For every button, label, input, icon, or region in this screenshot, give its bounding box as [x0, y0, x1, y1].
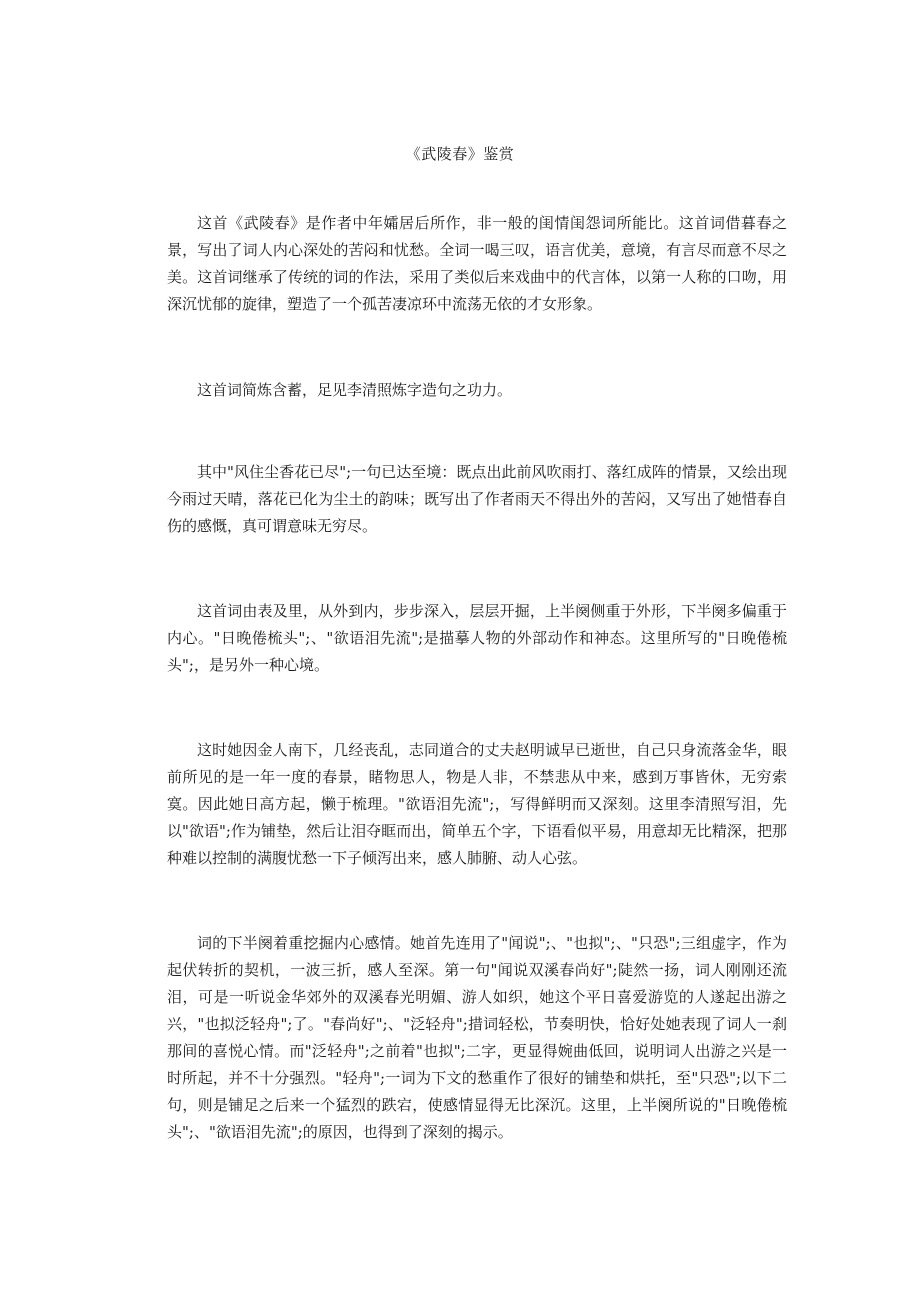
- document-title: 《武陵春》鉴赏: [405, 145, 515, 163]
- paragraph-tears: 这时她因金人南下，几经丧乱，志同道合的丈夫赵明诚早已逝世，自己只身流落金华，眼前所见的是一年一度的春景，睹物思人，物是人非，不禁悲从中来，感到万事皆休，无穷索寞。因此她日高方起，懒于梳理。"欲语泪先流";，写得鲜明而又深刻。这里李清照写泪，先以"欲语";作为铺垫，然后让泪夺眶而出，简单五个字，下语看似平易，用意却无比精深，把那种难以控制的满腹忧愁一下子倾泻出来，感人肺腑、动人心弦。: [167, 741, 787, 867]
- paragraph-intro: 这首《武陵春》是作者中年孀居后所作，非一般的闺情闺怨词所能比。这首词借暮春之景，写出了词人内心深处的苦闷和忧愁。全词一喝三叹，语言优美，意境，有言尽而意不尽之美。这首词继承了传统的词的作法，采用了类似后来戏曲中的代言体，以第一人称的口吻，用深沉忧郁的旋律，塑造了一个孤苦凄凉环中流荡无依的才女形象。: [167, 214, 787, 313]
- paragraph-concise: 这首词简炼含蓄，足见李清照炼字造句之功力。: [197, 381, 513, 399]
- paragraph-wind-dust: 其中"风住尘香花已尽";一句已达至境：既点出此前风吹雨打、落红成阵的情景，又绘出现今雨过天晴，落花已化为尘土的韵味；既写出了作者雨天不得出外的苦闷，又写出了她惜春自伤的感慨，真可谓意味无穷尽。: [167, 463, 787, 535]
- paragraph-second-half: 词的下半阕着重挖掘内心感情。她首先连用了"闻说";、"也拟";、"只恐";三组虚字，作为起伏转折的契机，一波三折，感人至深。第一句"闻说双溪春尚好";陡然一扬，词人刚刚还流泪，可是一听说金华郊外的双溪春光明媚、游人如织，她这个平日喜爱游览的人遂起出游之兴，"也拟泛轻舟";了。"春尚好";、"泛轻舟";措词轻松，节奏明快，恰好处她表现了词人一刹那间的喜悦心情。而"泛轻舟";之前着"也拟";二字，更显得婉曲低回，说明词人出游之兴是一时所起，并不十分强烈。"轻舟";一词为下文的愁重作了很好的铺垫和烘托，至"只恐";以下二句，则是铺足之后来一个猛烈的跌宕，使感情显得无比深沉。这里，上半阕所说的"日晚倦梳头";、"欲语泪先流";的原因，也得到了深刻的揭示。: [167, 934, 787, 1141]
- paragraph-outer-inner: 这首词由表及里，从外到内，步步深入，层层开掘，上半阕侧重于外形，下半阕多偏重于内心。"日晚倦梳头";、"欲语泪先流";是描摹人物的外部动作和神态。这里所写的"日晚倦梳头";，是另外一种心境。: [167, 602, 787, 674]
